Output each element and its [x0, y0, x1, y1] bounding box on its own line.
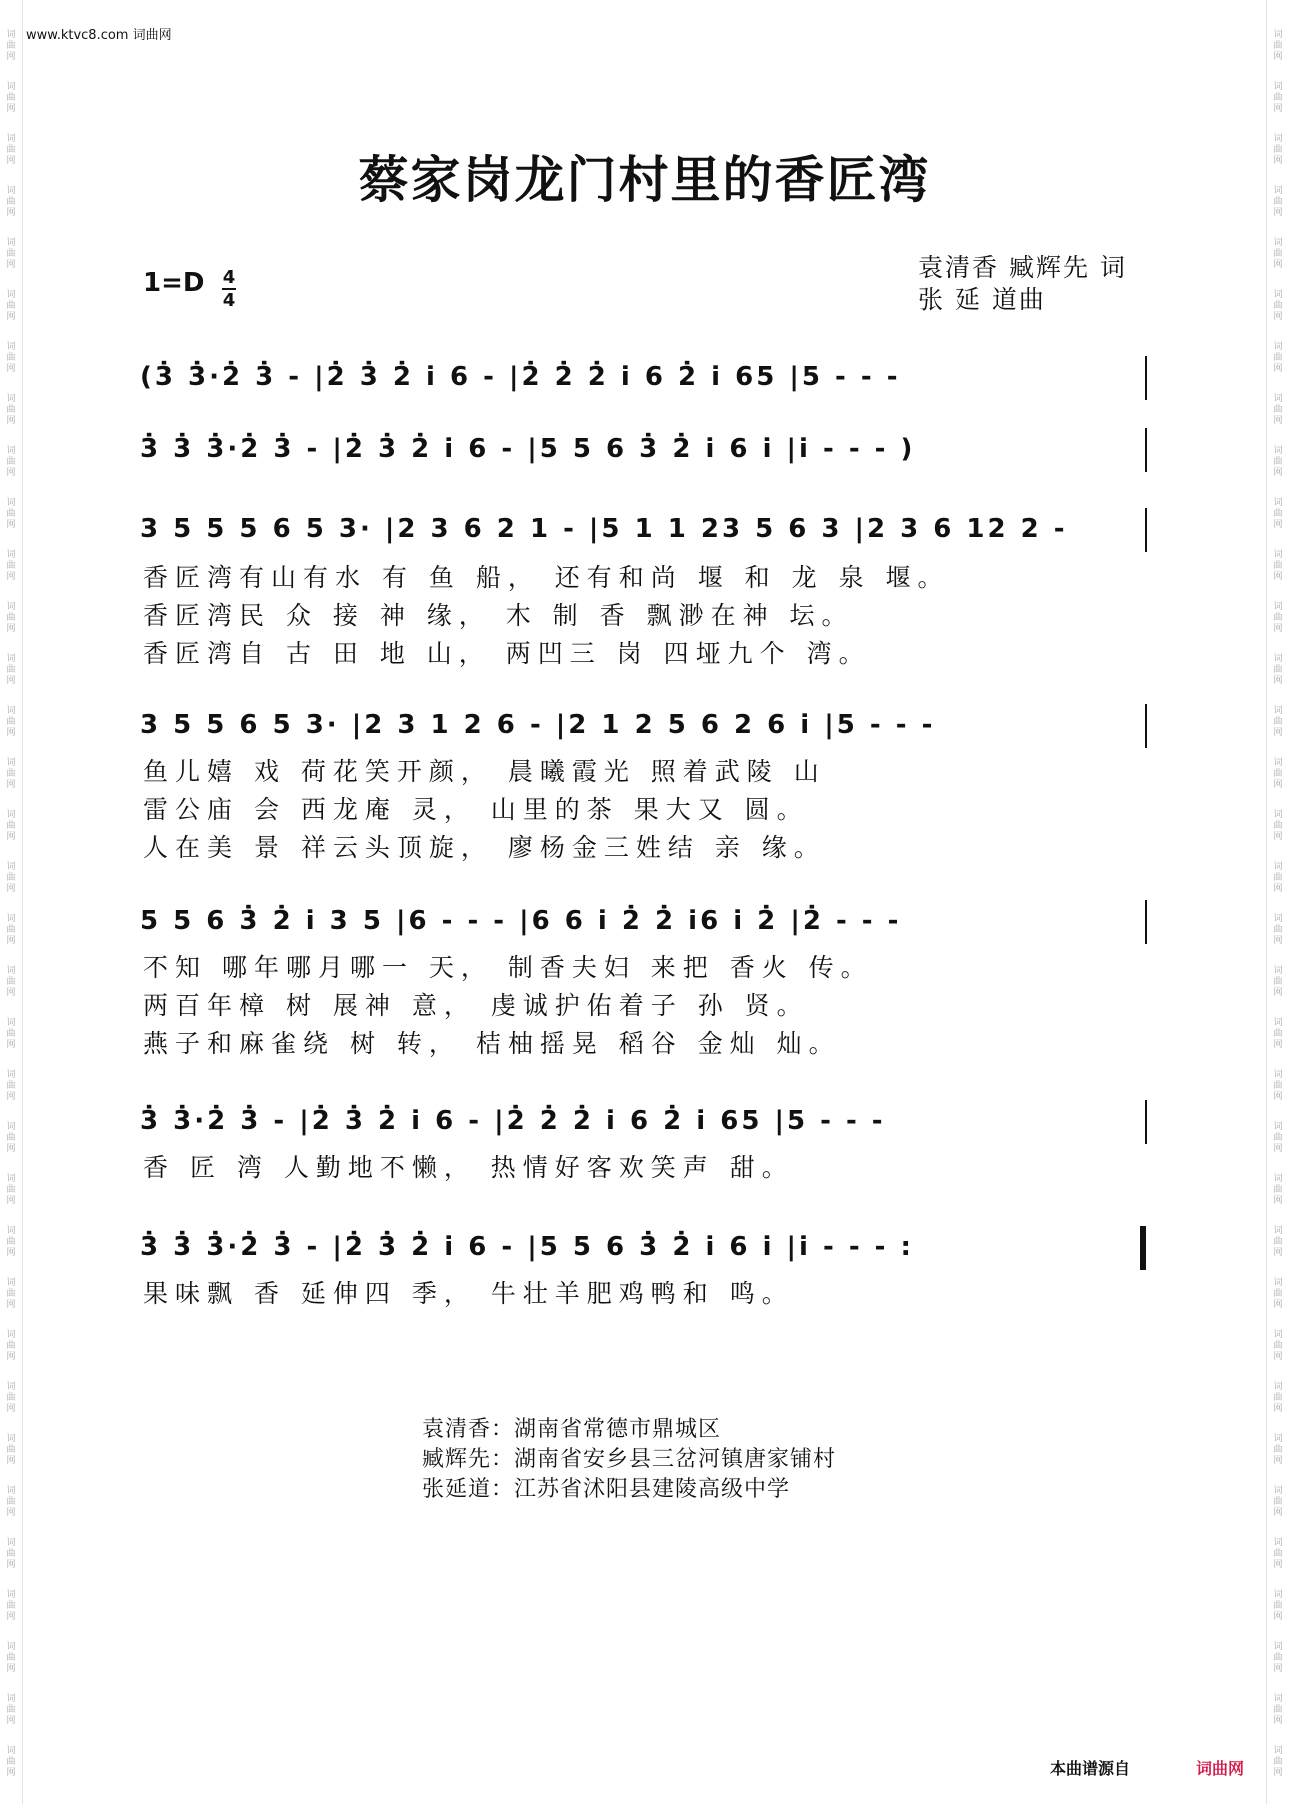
- watermark-text: 词 曲 网: [6, 1486, 16, 1518]
- key-signature: 1=D: [143, 268, 205, 298]
- watermark-text: 词 曲 网: [6, 1382, 16, 1414]
- watermark-text: 词 曲 网: [6, 186, 16, 218]
- footnote-2: 臧辉先：湖南省安乡县三岔河镇唐家铺村: [422, 1447, 837, 1472]
- watermark-text: 词 曲 网: [1273, 1486, 1283, 1518]
- watermark-text: 词 曲 网: [1273, 1174, 1283, 1206]
- barline-2: [1145, 428, 1147, 472]
- song-title: 蔡家岗龙门村里的香匠湾: [358, 150, 931, 209]
- repeat-end-barline: [1140, 1226, 1146, 1270]
- staff-line-1: (3̇ 3̇·2̇ 3̇ - |2̇ 3̇ 2̇ i̇ 6 - |2̇ 2̇ 2̇ i̇ 6 2̇ i̇ 65 |5 - - -: [140, 362, 901, 392]
- watermark-text: 词 曲 网: [1273, 1590, 1283, 1622]
- source-label: 本曲谱源自: [1050, 1759, 1131, 1778]
- watermark-text: 词 曲 网: [1273, 134, 1283, 166]
- composer: 张 延 道曲: [918, 285, 1046, 314]
- watermark-text: 词 曲 网: [1273, 498, 1283, 530]
- watermark-text: 词 曲 网: [1273, 1278, 1283, 1310]
- watermark-text: 词 曲 网: [1273, 550, 1283, 582]
- lyric-5-2: 两百年樟 树 展神 意， 虔诚护佑着子 孙 贤。: [143, 991, 809, 1020]
- watermark-text: 词 曲 网: [6, 30, 16, 62]
- lyric-5-3: 燕子和麻雀绕 树 转， 桔柚摇晃 稻谷 金灿 灿。: [143, 1029, 841, 1058]
- time-signature: [222, 268, 236, 310]
- staff-line-6: 3̇ 3̇·2̇ 3̇ - |2̇ 3̇ 2̇ i̇ 6 - |2̇ 2̇ 2̇ i̇ 6 2̇ i̇ 65 |5 - - -: [140, 1106, 886, 1136]
- barline-6: [1145, 1100, 1147, 1144]
- watermark-text: 词 曲 网: [6, 1226, 16, 1258]
- watermark-text: 词 曲 网: [1273, 862, 1283, 894]
- watermark-text: 词 曲 网: [1273, 290, 1283, 322]
- watermark-text: 词 曲 网: [6, 966, 16, 998]
- lyric-3-1: 香匠湾有山有水 有 鱼 船， 还有和尚 堰 和 龙 泉 堰。: [143, 563, 950, 592]
- staff-line-4: 3 5 5 6 5 3· |2 3 1 2 6 - |2 1 2 5 6 2 6 i̇ |5 - - -: [140, 710, 936, 740]
- watermark-text: 词 曲 网: [6, 1278, 16, 1310]
- watermark-text: 词 曲 网: [6, 1590, 16, 1622]
- watermark-text: 词 曲 网: [1273, 914, 1283, 946]
- staff-line-5: 5 5 6 3̇ 2̇ i̇ 3 5 |6 - - - |6 6 i̇ 2̇ 2̇ i̇6 i̇ 2̇ |2̇ - - -: [140, 906, 902, 936]
- watermark-text: 词 曲 网: [6, 134, 16, 166]
- watermark-text: 词 曲 网: [6, 654, 16, 686]
- watermark-text: 词 曲 网: [1273, 706, 1283, 738]
- watermark-text: 词 曲 网: [1273, 1746, 1283, 1778]
- lyric-6-1: 香 匠 湾 人勤地不懒， 热情好客欢笑声 甜。: [143, 1153, 794, 1182]
- barline-1: [1145, 356, 1147, 400]
- watermark-text: 词 曲 网: [6, 498, 16, 530]
- watermark-text: 词 曲 网: [1273, 238, 1283, 270]
- watermark-text: 词 曲 网: [6, 1538, 16, 1570]
- left-watermark-strip: [0, 0, 23, 1804]
- watermark-text: 词 曲 网: [6, 1018, 16, 1050]
- watermark-text: 词 曲 网: [1273, 446, 1283, 478]
- watermark-text: 词 曲 网: [6, 290, 16, 322]
- watermark-text: 词 曲 网: [6, 82, 16, 114]
- watermark-text: 词 曲 网: [6, 1330, 16, 1362]
- watermark-text: 词 曲 网: [1273, 342, 1283, 374]
- watermark-text: 词 曲 网: [1273, 602, 1283, 634]
- barline-4: [1145, 704, 1147, 748]
- lyric-4-1: 鱼儿嬉 戏 荷花笑开颜， 晨曦霞光 照着武陵 山: [143, 757, 826, 786]
- watermark-text: 词 曲 网: [1273, 30, 1283, 62]
- watermark-text: 词 曲 网: [1273, 1226, 1283, 1258]
- time-top: 4: [222, 267, 236, 288]
- lyric-3-3: 香匠湾自 古 田 地 山， 两凹三 岗 四垭九个 湾。: [143, 639, 871, 668]
- watermark-text: 词 曲 网: [1273, 1018, 1283, 1050]
- watermark-text: 词 曲 网: [6, 1122, 16, 1154]
- lyric-4-2: 雷公庙 会 西龙庵 灵， 山里的茶 果大又 圆。: [143, 795, 809, 824]
- lyric-4-3: 人在美 景 祥云头顶旋， 廖杨金三姓结 亲 缘。: [143, 833, 826, 862]
- watermark-text: 词 曲 网: [6, 758, 16, 790]
- watermark-text: 词 曲 网: [6, 862, 16, 894]
- watermark-text: 词 曲 网: [1273, 1122, 1283, 1154]
- watermark-text: 词 曲 网: [6, 238, 16, 270]
- watermark-text: 词 曲 网: [6, 1434, 16, 1466]
- watermark-text: 词 曲 网: [6, 342, 16, 374]
- watermark-text: 词 曲 网: [1273, 758, 1283, 790]
- watermark-text: 词 曲 网: [1273, 186, 1283, 218]
- barline-5: [1145, 900, 1147, 944]
- watermark-text: 词 曲 网: [1273, 1330, 1283, 1362]
- watermark-text: 词 曲 网: [6, 914, 16, 946]
- watermark-text: 词 曲 网: [6, 1174, 16, 1206]
- site-url[interactable]: www.ktvc8.com 词曲网: [26, 28, 172, 43]
- staff-line-3: 3 5 5 5 6 5 3· |2 3 6 2 1 - |5 1 1 23 5 6 3 |2 3 6 12 2 -: [140, 514, 1068, 544]
- watermark-text: 词 曲 网: [6, 1642, 16, 1674]
- watermark-text: 词 曲 网: [1273, 966, 1283, 998]
- watermark-text: 词 曲 网: [1273, 654, 1283, 686]
- lyric-7-1: 果味飘 香 延伸四 季， 牛壮羊肥鸡鸭和 鸣。: [143, 1279, 794, 1308]
- watermark-text: 词 曲 网: [1273, 1382, 1283, 1414]
- brand-link[interactable]: 词曲网: [1196, 1759, 1245, 1778]
- watermark-text: 词 曲 网: [1273, 810, 1283, 842]
- watermark-text: 词 曲 网: [6, 810, 16, 842]
- watermark-text: 词 曲 网: [6, 394, 16, 426]
- footnote-3: 张延道：江苏省沭阳县建陵高级中学: [422, 1477, 791, 1502]
- credits: [918, 252, 1127, 316]
- watermark-text: 词 曲 网: [1273, 82, 1283, 114]
- watermark-text: 词 曲 网: [6, 550, 16, 582]
- watermark-text: 词 曲 网: [6, 1070, 16, 1102]
- lyric-5-1: 不知 哪年哪月哪一 天， 制香夫妇 来把 香火 传。: [143, 953, 873, 982]
- staff-line-7: 3̇ 3̇ 3̇·2̇ 3̇ - |2̇ 3̇ 2̇ i̇ 6 - |5 5 6 3̇ 2̇ i̇ 6 i̇ |i̇ - - - :: [140, 1232, 914, 1262]
- watermark-text: 词 曲 网: [6, 602, 16, 634]
- watermark-text: 词 曲 网: [1273, 1642, 1283, 1674]
- lyric-3-2: 香匠湾民 众 接 神 缘， 木 制 香 飘渺在神 坛。: [143, 601, 854, 630]
- watermark-text: 词 曲 网: [6, 446, 16, 478]
- watermark-text: 词 曲 网: [6, 1746, 16, 1778]
- watermark-text: 词 曲 网: [6, 706, 16, 738]
- watermark-text: 词 曲 网: [6, 1694, 16, 1726]
- watermark-text: 词 曲 网: [1273, 394, 1283, 426]
- lyricists: 袁清香 臧辉先 词: [918, 253, 1127, 282]
- staff-line-2: 3̇ 3̇ 3̇·2̇ 3̇ - |2̇ 3̇ 2̇ i̇ 6 - |5 5 6 3̇ 2̇ i̇ 6 i̇ |i̇ - - - ): [140, 434, 916, 464]
- barline-3: [1145, 508, 1147, 552]
- watermark-text: 词 曲 网: [1273, 1694, 1283, 1726]
- footnote-1: 袁清香：湖南省常德市鼎城区: [422, 1417, 722, 1442]
- watermark-text: 词 曲 网: [1273, 1538, 1283, 1570]
- time-bottom: 4: [222, 290, 236, 311]
- right-watermark-strip: [1266, 0, 1289, 1804]
- watermark-text: 词 曲 网: [1273, 1070, 1283, 1102]
- watermark-text: 词 曲 网: [1273, 1434, 1283, 1466]
